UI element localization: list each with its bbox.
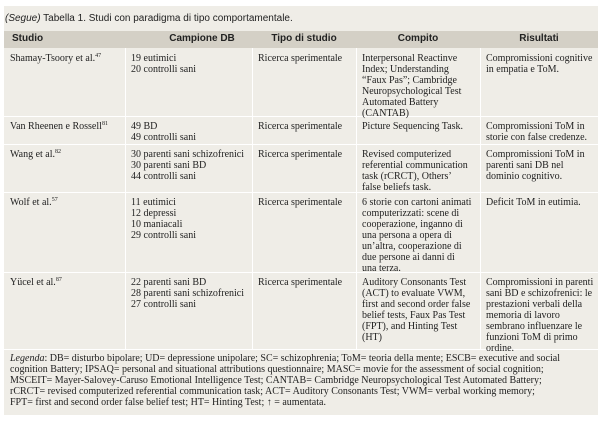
study-name: Yücel et al. — [10, 277, 56, 288]
results-cell — [486, 149, 585, 182]
task-line: task (rCRCT), Others’ — [362, 171, 452, 182]
header-campione: Campione DB — [169, 33, 235, 44]
study-ref: 87 — [55, 277, 62, 283]
results-line: dominio cognitivo. — [486, 171, 563, 182]
task-line: due persone ai danni di — [362, 252, 455, 263]
row-divider — [4, 144, 598, 145]
study-type-cell: Ricerca sperimentale — [258, 277, 343, 288]
table-row — [10, 149, 61, 160]
sample-line: 49 controlli sani — [131, 132, 196, 143]
column-divider — [480, 48, 481, 349]
sample-line: 22 parenti sani BD — [131, 277, 207, 288]
study-ref: 82 — [55, 149, 62, 155]
legend-line: FPT= first and second order false belief test; HT= Hinting Test; ↑ = aumentata. — [10, 397, 326, 408]
results-line: memoria di lavoro — [486, 310, 560, 321]
legend-line: rCRCT= revised computerized referential communication task; ACT= Auditory Consonants Test; VWM= verbal working memory; — [10, 386, 535, 397]
results-line: in empatia e ToM. — [486, 64, 559, 75]
results-line: parenti sani DB nel — [486, 160, 564, 171]
sample-cell — [131, 277, 244, 310]
sample-line: 49 BD — [131, 121, 158, 132]
results-line: storie con false credenze. — [486, 132, 588, 143]
results-line: Compromissioni ToM in — [486, 149, 585, 160]
task-cell — [362, 53, 461, 119]
legend-label: Legenda — [10, 353, 45, 364]
results-line: Compromissioni cognitive — [486, 53, 593, 64]
row-divider — [4, 116, 598, 117]
task-line: 6 storie con cartoni animati — [362, 197, 472, 208]
results-cell — [486, 121, 587, 143]
study-type-cell: Ricerca sperimentale — [258, 121, 343, 132]
results-line: sani BD e schizofrenici: le — [486, 288, 593, 299]
results-line: Deficit ToM in eutimia. — [486, 197, 581, 208]
study-name: Wang et al. — [10, 149, 56, 160]
sample-line: 28 parenti sani schizofrenici — [131, 288, 245, 299]
row-divider — [4, 272, 598, 273]
task-cell — [362, 277, 470, 343]
legend-line: MSCEIT= Mayer-Salovey-Caruso Emotional Intelligence Test; CANTAB= Cambridge Neuropsychological Test Automated Battery; — [10, 375, 542, 386]
sample-cell — [131, 197, 196, 241]
task-line: first and second order false — [362, 299, 471, 310]
task-line: Picture Sequencing Task. — [362, 121, 464, 132]
task-line: (HT) — [362, 332, 382, 343]
column-divider — [125, 48, 126, 349]
table-row — [10, 121, 108, 132]
study-ref: 57 — [51, 197, 58, 203]
sample-cell — [131, 121, 196, 143]
task-line: una persona a opera di — [362, 230, 452, 241]
task-line: false beliefs task. — [362, 182, 432, 193]
table-caption — [5, 13, 595, 29]
study-ref: 81 — [101, 121, 108, 127]
task-line: un’altra, cooperazione di — [362, 241, 462, 252]
task-cell — [362, 121, 463, 132]
sample-line: 11 eutimici — [131, 197, 176, 208]
sample-line: 12 depressi — [131, 208, 177, 219]
task-line: (ACT) to evaluate VWM, — [362, 288, 466, 299]
header-tipo: Tipo di studio — [271, 33, 337, 44]
task-line: (CANTAB) — [362, 108, 409, 119]
sample-line: 44 controlli sani — [131, 171, 196, 182]
task-cell — [362, 197, 471, 274]
task-line: Index; Understanding — [362, 64, 449, 75]
header-risultati: Risultati — [519, 33, 559, 44]
task-cell — [362, 149, 468, 193]
table-legend — [10, 353, 594, 408]
row-divider — [4, 192, 598, 193]
table-row — [10, 53, 101, 64]
sample-cell — [131, 149, 244, 182]
caption-prefix: (Segue) — [5, 13, 41, 24]
sample-cell — [131, 53, 196, 75]
results-line: sembrano influenzare le — [486, 321, 583, 332]
task-line: Neuropsychological Test — [362, 86, 462, 97]
column-divider — [252, 48, 253, 349]
task-line: una terza. — [362, 263, 401, 274]
task-line: Auditory Consonants Test — [362, 277, 467, 288]
task-line: “Faux Pas”; Cambridge — [362, 75, 457, 86]
study-type-cell: Ricerca sperimentale — [258, 53, 343, 64]
sample-line: 19 eutimici — [131, 53, 177, 64]
results-line: Compromissioni in parenti — [486, 277, 594, 288]
results-line: ordine. — [486, 343, 515, 354]
sample-line: 20 controlli sani — [131, 64, 196, 75]
study-type-cell: Ricerca sperimentale — [258, 149, 343, 160]
legend-line: : DB= disturbo bipolare; UD= depressione unipolare; SC= schizophrenia; ToM= teoria della mente; ESCB= executive and social — [44, 353, 560, 364]
study-ref: 47 — [95, 53, 102, 59]
results-line: funzioni ToM di primo — [486, 332, 578, 343]
task-line: belief tests, Faux Pas Test — [362, 310, 466, 321]
sample-line: 29 controlli sani — [131, 230, 196, 241]
task-line: Automated Battery — [362, 97, 439, 108]
results-cell — [486, 197, 581, 208]
results-cell — [486, 277, 593, 354]
task-line: Interpersonal Reactinve — [362, 53, 458, 64]
study-type-cell: Ricerca sperimentale — [258, 197, 343, 208]
sample-line: 10 maniacali — [131, 219, 183, 230]
sample-line: 30 parenti sani schizofrenici — [131, 149, 245, 160]
results-cell — [486, 53, 592, 75]
sample-line: 27 controlli sani — [131, 299, 196, 310]
table-row — [10, 277, 62, 288]
legend-line: cognition Battery; IPSAQ= personal and situational attributions questionnaire; MASC= movie for the assessment of social cognition; — [10, 364, 544, 375]
sample-line: 30 parenti sani BD — [131, 160, 207, 171]
caption-text: Tabella 1. Studi con paradigma di tipo comportamentale. — [40, 13, 293, 24]
header-compito: Compito — [397, 33, 439, 44]
task-line: (FPT), and Hinting Test — [362, 321, 458, 332]
header-studio: Studio — [12, 33, 44, 44]
table-row — [10, 197, 58, 208]
study-name: Wolf et al. — [10, 197, 52, 208]
study-name: Van Rheenen e Rossell — [10, 121, 102, 132]
task-line: cooperazione, inganno di — [362, 219, 463, 230]
task-line: Revised computerized — [362, 149, 452, 160]
results-line: Compromissioni ToM in — [486, 121, 585, 132]
study-name: Shamay-Tsoory et al. — [10, 53, 96, 64]
results-line: prestazioni verbali della — [486, 299, 583, 310]
column-divider — [356, 48, 357, 349]
task-line: computerizzati: scene di — [362, 208, 460, 219]
task-line: referential communication — [362, 160, 468, 171]
